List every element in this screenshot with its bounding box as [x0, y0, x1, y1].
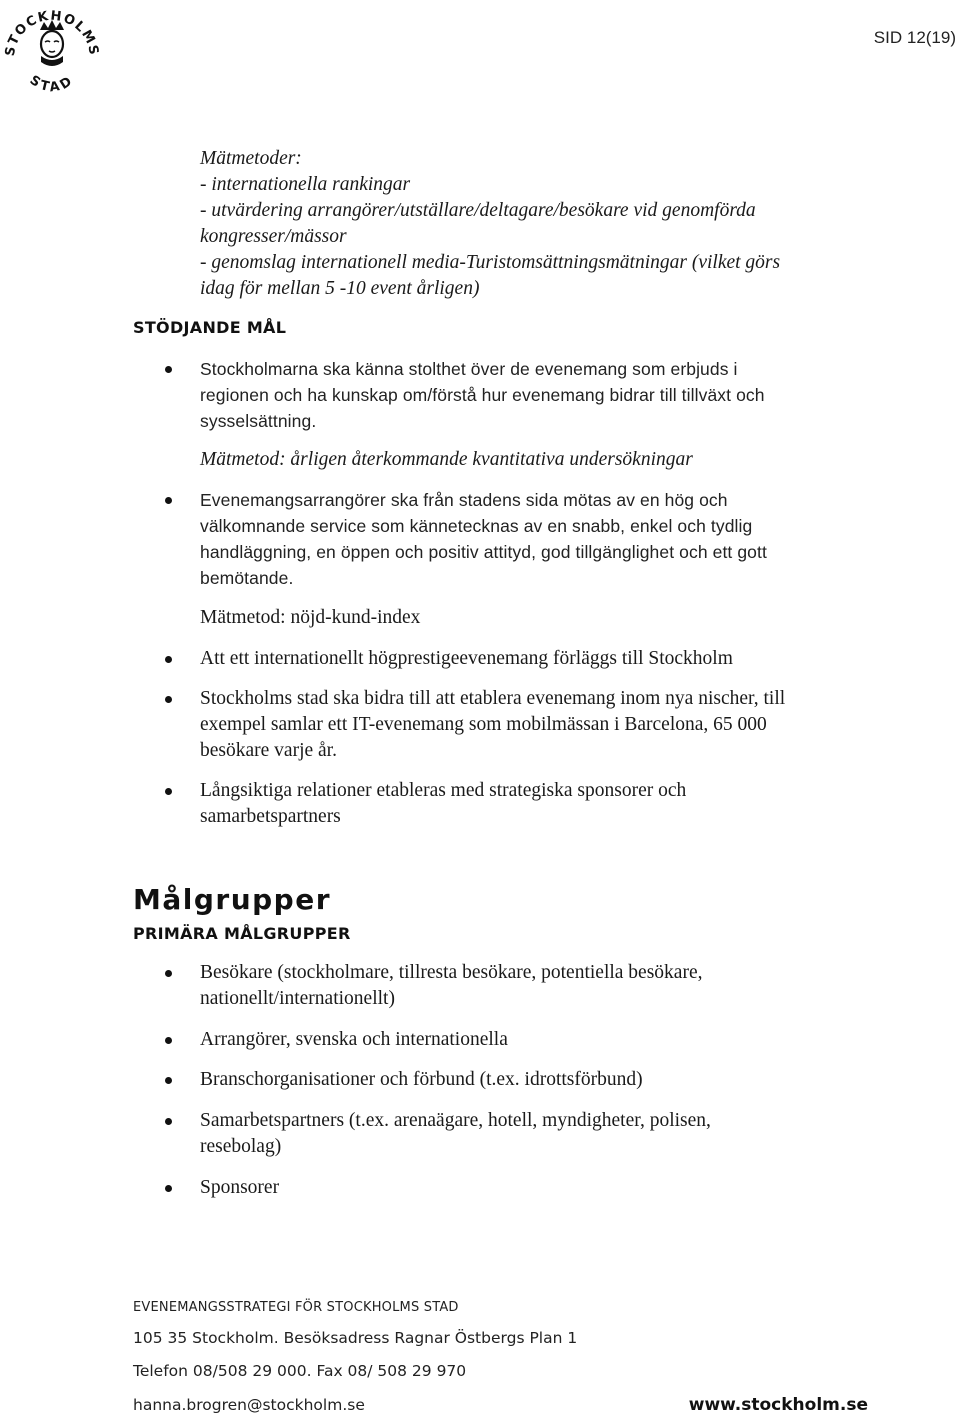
methods-line: - utvärdering arrangörer/utställare/deltagare/besökare vid genomförda	[200, 200, 756, 221]
item-line: Evenemangsarrangörer ska från stadens sida mötas av en hög och	[200, 490, 728, 510]
item-line: Att ett internationellt högprestigeevenemang förläggs till Stockholm	[200, 648, 733, 669]
svg-text:STOCKHOLMS: STOCKHOLMS	[2, 8, 102, 58]
measurement-method: Mätmetod: nöjd-kund-index	[200, 607, 421, 628]
item-line: Sponsorer	[200, 1177, 280, 1198]
bullet-icon	[165, 1118, 172, 1125]
item-line: Samarbetspartners (t.ex. arenaägare, hotell, myndigheter, polisen,	[200, 1110, 711, 1131]
bullet-icon	[165, 1077, 172, 1084]
footer-email[interactable]: hanna.brogren@stockholm.se	[133, 1396, 365, 1414]
measurement-method: Mätmetod: årligen återkommande kvantitativa undersökningar	[200, 449, 693, 470]
measurement-methods	[200, 146, 900, 302]
item-line: bemötande.	[200, 568, 294, 588]
methods-line: - internationella rankingar	[200, 174, 411, 195]
list-item	[200, 686, 890, 764]
list-item	[200, 960, 890, 1012]
list-item	[200, 1175, 890, 1201]
bullet-icon	[165, 696, 172, 703]
section-heading-target-groups: Målgrupper	[133, 883, 332, 916]
item-line: Långsiktiga relationer etableras med strategiska sponsorer och	[200, 780, 687, 801]
subheading-primary-target-groups: PRIMÄRA MÅLGRUPPER	[133, 924, 351, 943]
footer-title: EVENEMANGSSTRATEGI FÖR STOCKHOLMS STAD	[133, 1300, 459, 1315]
list-item	[200, 778, 890, 830]
list-item	[200, 1108, 890, 1160]
item-line: besökare varje år.	[200, 740, 337, 761]
bullet-icon	[165, 366, 172, 373]
bullet-icon	[165, 1185, 172, 1192]
item-line: samarbetspartners	[200, 806, 341, 827]
bullet-icon	[165, 788, 172, 795]
item-line: Branschorganisationer och förbund (t.ex. idrottsförbund)	[200, 1069, 643, 1090]
list-item	[200, 1067, 890, 1093]
item-line: handläggning, en öppen och positiv attityd, god tillgänglighet och ett gott	[200, 542, 767, 562]
item-line: nationellt/internationellt)	[200, 988, 395, 1009]
page-number: SID 12(19)	[873, 28, 956, 47]
methods-line: kongresser/mässor	[200, 226, 347, 247]
bullet-icon	[165, 656, 172, 663]
list-item	[200, 356, 890, 434]
methods-line: idag för mellan 5 -10 event årligen)	[200, 278, 480, 299]
methods-line: - genomslag internationell media-Turistomsättningsmätningar (vilket görs	[200, 252, 781, 273]
list-item	[200, 487, 890, 591]
item-line: regionen och ha kunskap om/förstå hur evenemang bidrar till tillväxt och	[200, 385, 765, 405]
item-line: exempel samlar ett IT-evenemang som mobilmässan i Barcelona, 65 000	[200, 714, 767, 735]
item-line: Stockholmarna ska känna stolthet över de evenemang som erbjuds i	[200, 359, 738, 379]
item-line: sysselsättning.	[200, 411, 317, 431]
stockholms-stad-logo	[0, 0, 104, 104]
bullet-icon	[165, 497, 172, 504]
footer-phone: Telefon 08/508 29 000. Fax 08/ 508 29 970	[133, 1362, 467, 1380]
footer-address: 105 35 Stockholm. Besöksadress Ragnar Östbergs Plan 1	[133, 1329, 578, 1347]
item-line: Arrangörer, svenska och internationella	[200, 1029, 508, 1050]
list-item	[200, 1027, 890, 1053]
svg-text:STAD: STAD	[26, 72, 78, 96]
item-line: Stockholms stad ska bidra till att etablera evenemang inom nya nischer, till	[200, 688, 786, 709]
list-item	[200, 646, 890, 672]
item-line: Besökare (stockholmare, tillresta besökare, potentiella besökare,	[200, 962, 703, 983]
section-heading-supporting-goals: STÖDJANDE MÅL	[133, 318, 287, 337]
footer-website-link[interactable]: www.stockholm.se	[688, 1395, 868, 1415]
item-line: välkomnande service som kännetecknas av en snabb, enkel och tydlig	[200, 516, 753, 536]
methods-line: Mätmetoder:	[200, 148, 302, 169]
bullet-icon	[165, 1037, 172, 1044]
item-line: resebolag)	[200, 1136, 282, 1157]
bullet-icon	[165, 970, 172, 977]
